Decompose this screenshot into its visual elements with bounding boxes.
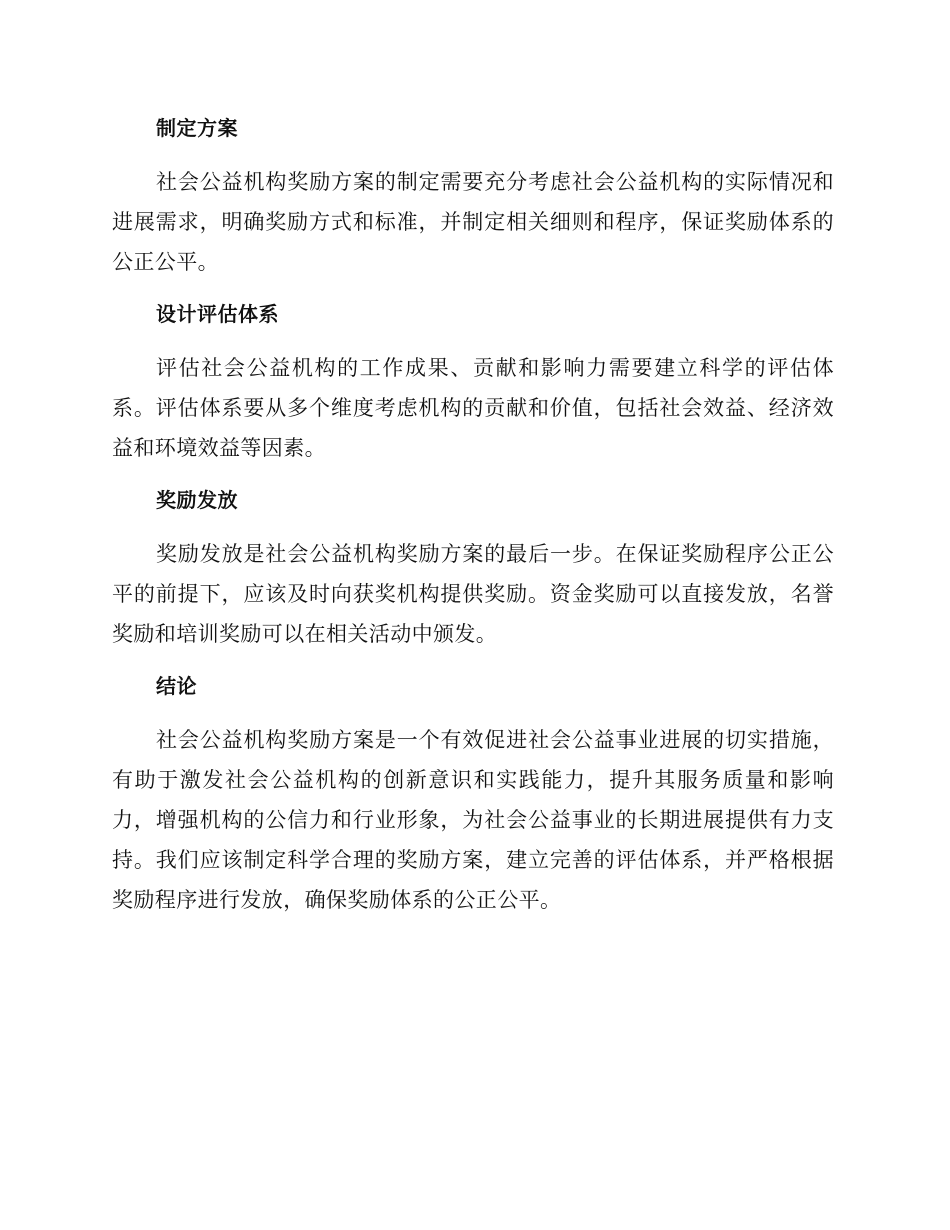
section-heading-distribution: 奖励发放: [156, 488, 238, 512]
section-paragraph-plan: 社会公益机构奖励方案的制定需要充分考虑社会公益机构的实际情况和进展需求，明确奖励方式和标准，并制定相关细则和程序，保证奖励体系的公正公平。: [112, 170, 834, 274]
section-heading-plan: 制定方案: [156, 116, 238, 140]
section-paragraph-evaluation: 评估社会公益机构的工作成果、贡献和影响力需要建立科学的评估体系。评估体系要从多个维度考虑机构的贡献和价值，包括社会效益、经济效益和环境效益等因素。: [112, 356, 834, 460]
section-heading-evaluation: 设计评估体系: [156, 302, 279, 326]
section-paragraph-distribution: 奖励发放是社会公益机构奖励方案的最后一步。在保证奖励程序公正公平的前提下，应该及时向获奖机构提供奖励。资金奖励可以直接发放，名誉奖励和培训奖励可以在相关活动中颁发。: [112, 542, 834, 646]
document-body: [112, 108, 834, 932]
section-paragraph-conclusion: 社会公益机构奖励方案是一个有效促进社会公益事业进展的切实措施，有助于激发社会公益机构的创新意识和实践能力，提升其服务质量和影响力，增强机构的公信力和行业形象，为社会公益事业的长期进展提供有力支持。我们应该制定科学合理的奖励方案，建立完善的评估体系，并严格根据奖励程序进行发放，确保奖励体系的公正公平。: [112, 728, 834, 912]
section-heading-conclusion: 结论: [156, 674, 197, 698]
